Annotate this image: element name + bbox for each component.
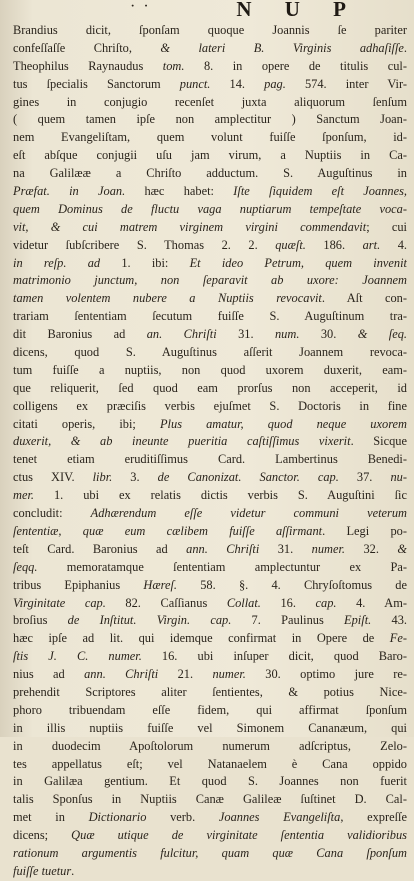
text-line: [13, 290, 407, 308]
italic-text: Præfat. in Joan.: [13, 184, 126, 199]
roman-text: videtur ſubſcribere S. Thomas 2. 2.: [13, 237, 276, 252]
roman-text: ( quem tamen ipſe non amplectitur ) Sanctum Joan-: [13, 112, 407, 127]
roman-text: 14.: [210, 76, 265, 91]
roman-text: phoro tribuendam eſſe fidem, qui affirmat ſponſum: [13, 702, 407, 717]
roman-text: hæc habet:: [125, 184, 234, 199]
roman-text: trariam ſententiam ſecutum fuiſſe S. Auguſtinum tra-: [13, 309, 407, 324]
italic-text: numer.: [212, 667, 246, 682]
roman-text: .: [403, 40, 407, 55]
roman-text: 186.: [305, 237, 363, 252]
italic-text: de Inſtitut. Virgin. cap.: [67, 613, 232, 628]
text-line: [13, 147, 407, 165]
text-line: [13, 863, 407, 881]
roman-text: ; cui: [366, 219, 407, 234]
roman-text: met in: [13, 810, 89, 825]
text-line: [13, 791, 407, 809]
italic-text: punct.: [179, 76, 211, 91]
header-marks: · ·: [130, 0, 151, 15]
text-line: [13, 380, 407, 398]
italic-text: num.: [274, 327, 300, 342]
text-line: [13, 58, 407, 76]
roman-text: tum fuiſſe a nuptiis, non quod uxorem duxerit, eam-: [13, 362, 407, 377]
text-line: [13, 237, 407, 255]
italic-text: Virginitate cap.: [13, 595, 106, 610]
text-line: [13, 505, 407, 523]
roman-text: dicens, quod S. Auguſtinus aſſerit Joannem revoca-: [13, 345, 407, 360]
italic-text: Iſte ſiquidem eſt Joannes,: [233, 184, 407, 199]
roman-text: memoratamque ſententiam amplectuntur ex Pa-: [37, 559, 407, 574]
italic-text: ſtis J. C. numer.: [13, 649, 142, 664]
italic-text: numer.: [311, 541, 346, 556]
roman-text: ctus XIV.: [13, 470, 93, 485]
text-line: [13, 738, 407, 756]
roman-text: tes appellatus eſt; vel Natanaelem è Cana oppido: [13, 756, 407, 771]
roman-text: 8. in opere de titulis cul-: [184, 58, 407, 73]
roman-text: que reliquerit, ſed quod eam prorſus non acceperit, id: [13, 380, 407, 395]
roman-text: 3.: [112, 470, 158, 485]
text-line: [13, 326, 407, 344]
italic-text: nu-: [390, 470, 407, 485]
roman-text: tribus Epiphanius: [13, 577, 144, 592]
italic-text: quem Dominus de fluctu vaga nuptiarum tempeſtate voca-: [13, 201, 407, 216]
text-line: [13, 648, 407, 666]
roman-text: 58. §. 4. Chryſoſtomus de: [177, 577, 407, 592]
roman-text: 32.: [345, 541, 398, 556]
italic-text: Et ideo Petrum, quem invenit: [189, 255, 407, 270]
text-line: [13, 201, 407, 219]
roman-text: . Legi po-: [322, 523, 407, 538]
text-line: [13, 308, 407, 326]
roman-text: 43.: [371, 613, 407, 628]
roman-text: in Galilæa gentium. Et quod S. Joannes non fuerit: [13, 774, 407, 789]
text-line: [13, 827, 407, 845]
text-line: [13, 165, 407, 183]
running-title: N U P: [236, 0, 360, 21]
italic-text: ann. Chriſti: [186, 541, 260, 556]
italic-text: de Canonizat. Sanctor. cap.: [157, 470, 339, 485]
roman-text: 16.: [260, 595, 316, 610]
italic-text: Quæ utique de virginitate ſententia validioribus: [71, 828, 407, 843]
italic-text: matrimonio junctum, non ſeparavit ab uxore: Joannem: [13, 273, 407, 288]
roman-text: citati operis, ibi;: [13, 416, 160, 431]
italic-text: & lateri B. Virginis adhaſiſſe: [160, 40, 404, 55]
text-line: [13, 541, 407, 559]
roman-text: teſt Card. Baronius ad: [13, 541, 187, 556]
roman-text: prehendit Scriptores aliter ſentientes, & potius Nice-: [13, 684, 407, 699]
text-line: [13, 362, 407, 380]
roman-text: broſius: [13, 613, 68, 628]
italic-text: tamen volentem nubere a Nuptiis revocavit: [13, 291, 322, 306]
roman-text: 82. Caſſianus: [105, 595, 227, 610]
italic-text: cap.: [315, 595, 337, 610]
text-line: [13, 773, 407, 791]
roman-text: 574. inter Vir-: [285, 76, 407, 91]
text-line: [13, 272, 407, 290]
roman-text: 37.: [338, 470, 391, 485]
roman-text: confeſſaſſe Chriſto,: [13, 40, 161, 55]
roman-text: 31.: [216, 327, 275, 342]
text-line: [13, 559, 407, 577]
italic-text: Joannes Evangeliſta: [218, 810, 341, 825]
roman-text: tenet etiam eruditiſſimus Card. Lambertinus Benedi-: [13, 452, 407, 467]
text-line: [13, 22, 407, 40]
text-line: [13, 595, 407, 613]
text-line: [13, 845, 407, 863]
roman-text: 16. ubi inſuper dicit, quod Baro-: [141, 649, 407, 664]
italic-text: Collat.: [226, 595, 261, 610]
italic-text: Dictionario: [88, 810, 147, 825]
roman-text: verb.: [146, 810, 219, 825]
roman-text: , expreſſe: [340, 810, 407, 825]
text-line: [13, 666, 407, 684]
text-line: [13, 183, 407, 201]
text-line: [13, 577, 407, 595]
roman-text: nius ad: [13, 667, 85, 682]
text-line: [13, 612, 407, 630]
italic-text: Epiſt.: [344, 613, 372, 628]
roman-text: . Aſt con-: [321, 291, 407, 306]
text-line: [13, 416, 407, 434]
text-line: [13, 94, 407, 112]
text-line: [13, 451, 407, 469]
italic-text: ann. Chriſti: [84, 667, 159, 682]
text-line: [13, 111, 407, 129]
roman-text: in duodecim Apoſtolorum numerum adſcriptus, Zelo-: [13, 738, 407, 753]
text-line: [13, 702, 407, 720]
roman-text: 30. optimo jure re-: [245, 667, 407, 682]
roman-text: 21.: [158, 667, 213, 682]
text-line: [13, 523, 407, 541]
italic-text: in reſp. ad: [13, 255, 101, 270]
roman-text: tus ſpecialis Sanctorum: [13, 76, 180, 91]
roman-text: 1. ibi:: [100, 255, 190, 270]
roman-text: 1. ubi ex relatis dictis verbis S. Auguſtini ſic: [34, 488, 407, 503]
text-line: [13, 720, 407, 738]
text-line: [13, 219, 407, 237]
roman-text: 30.: [299, 327, 358, 342]
text-line: [13, 255, 407, 273]
roman-text: 4.: [380, 237, 407, 252]
roman-text: in illis nuptiis fuiſſe vel Simonem Cananæum, qui: [13, 720, 407, 735]
roman-text: 4. Am-: [336, 595, 407, 610]
italic-text: pag.: [264, 76, 286, 91]
body-text: [13, 22, 407, 881]
italic-text: ſeqq.: [13, 559, 38, 574]
italic-text: rationum argumentis fulcitur, quam quæ Cana ſponſum: [13, 845, 407, 860]
italic-text: fuiſſe tuetur: [13, 863, 72, 878]
roman-text: gines in conjugio recenſet juxta aliquorum ſenſum: [13, 94, 407, 109]
roman-text: 7. Paulinus: [231, 613, 345, 628]
roman-text: Brandius dicit, ſponſam quoque Joannis ſe pariter: [13, 23, 407, 37]
italic-text: &: [397, 541, 407, 556]
italic-text: an. Chriſti: [146, 327, 217, 342]
italic-text: libr.: [92, 470, 113, 485]
italic-text: Plus amatur, quod neque uxorem: [159, 416, 407, 431]
roman-text: dicens;: [13, 828, 72, 843]
page-header: [0, 0, 414, 20]
roman-text: colligens ex præciſis verbis ejuſmet S. Doctoris in fine: [13, 398, 407, 413]
roman-text: 31.: [259, 541, 312, 556]
italic-text: Hæreſ.: [143, 577, 178, 592]
italic-text: Fe-: [389, 631, 407, 646]
text-line: [13, 630, 407, 648]
roman-text: na Galilææ a Chriſto adductum. S. Auguſtinus in: [13, 166, 407, 181]
roman-text: .: [71, 863, 75, 878]
text-line: [13, 129, 407, 147]
text-line: [13, 433, 407, 451]
text-line: [13, 487, 407, 505]
roman-text: nem Evangeliſtam, quem volunt fuiſſe ſponſum, id-: [13, 130, 407, 145]
roman-text: . Sicque: [350, 434, 407, 449]
italic-text: vit, & cui matrem virginem virgini commendavit: [13, 219, 367, 234]
italic-text: quæſt.: [275, 237, 306, 252]
text-line: [13, 684, 407, 702]
roman-text: hæc ipſe ad lit. qui idemque confirmat in Opere de: [13, 631, 390, 646]
italic-text: & ſeq.: [357, 327, 407, 342]
italic-text: mer.: [13, 488, 34, 503]
text-line: [13, 344, 407, 362]
text-line: [13, 40, 407, 58]
roman-text: Theophilus Raynaudus: [13, 58, 163, 73]
italic-text: duxerit, & ab ineunte pueritia caſtiſſimus vixerit: [13, 434, 351, 449]
roman-text: concludit:: [13, 506, 91, 521]
italic-text: tom.: [162, 58, 185, 73]
text-line: [13, 76, 407, 94]
italic-text: ſententiæ, quæ eum cælibem fuiſſe aſſirmant: [13, 523, 323, 538]
text-line: [13, 756, 407, 774]
roman-text: talis Sponſus in Nuptiis Canæ Galileæ ſuſtinet D. Cal-: [13, 792, 407, 807]
text-line: [13, 398, 407, 416]
roman-text: eſt abſque conjugii uſu jam virum, a Nuptiis in Ca-: [13, 148, 407, 163]
text-line: [13, 809, 407, 827]
text-line: [13, 469, 407, 487]
italic-text: art.: [362, 237, 381, 252]
roman-text: dit Baronius ad: [13, 327, 147, 342]
italic-text: Adhærendum eſſe videtur communi veterum: [90, 506, 407, 521]
